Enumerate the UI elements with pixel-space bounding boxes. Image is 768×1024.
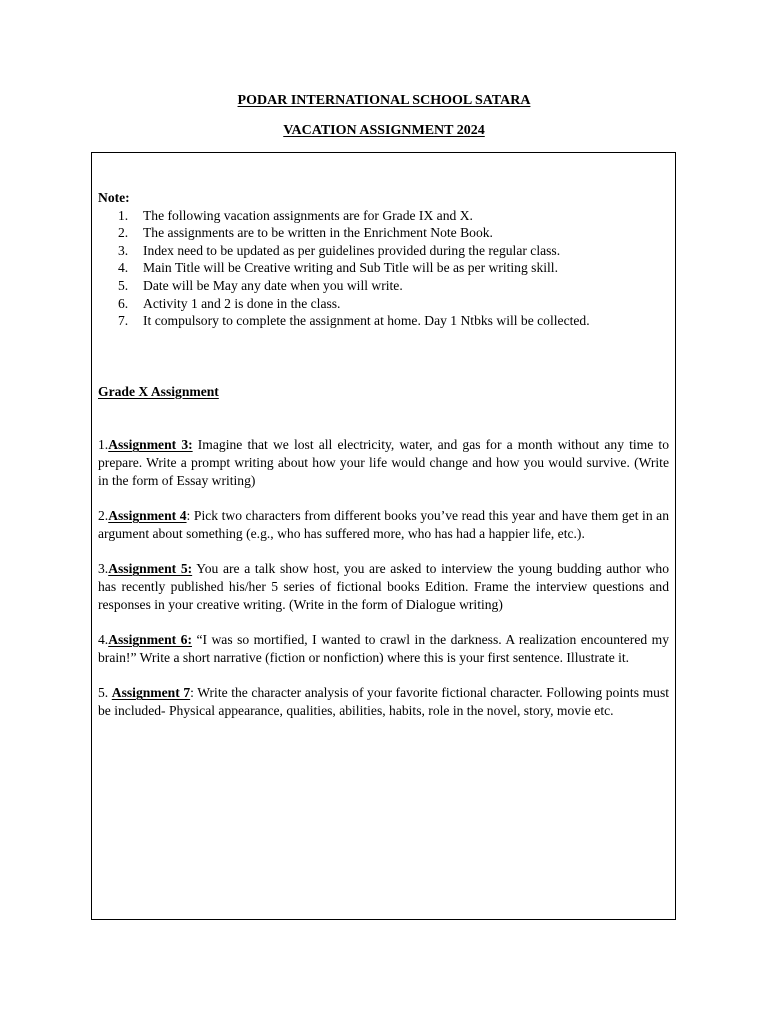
note-item bbox=[98, 312, 669, 330]
assignment-number: 2. bbox=[98, 508, 109, 524]
assignment-text: Imagine that we lost all electricity, water, and gas for a month without any time to prepare. Write a prompt writing about how your life would change and how you would survive. (Write in the form of Essay writing) bbox=[98, 437, 669, 488]
note-text: It compulsory to complete the assignment at home. Day 1 Ntbks will be collected. bbox=[143, 313, 590, 329]
note-item bbox=[98, 224, 669, 242]
note-text: Activity 1 and 2 is done in the class. bbox=[143, 295, 341, 311]
note-item bbox=[98, 259, 669, 277]
note-label: Note: bbox=[98, 190, 130, 205]
assignment-label: Assignment 5: bbox=[108, 561, 193, 577]
assignment-text: : Pick two characters from different books you’ve read this year and have them get in an argument about something (e.g., who has suffered more, who has had a happier life, etc.). bbox=[98, 508, 670, 541]
assignment-text: : Write the character analysis of your favorite fictional character. Following points must be included- Physical appearance, qualities, abilities, habits, role in the novel, story, movie etc. bbox=[98, 685, 670, 718]
note-number: 5. bbox=[118, 277, 129, 293]
assignment-item bbox=[98, 684, 669, 719]
assignment-item bbox=[98, 631, 669, 666]
note-text: Index need to be updated as per guidelines provided during the regular class. bbox=[143, 242, 561, 258]
assignment-number: 3. bbox=[98, 561, 109, 577]
note-number: 6. bbox=[118, 295, 129, 311]
note-text: The assignments are to be written in the Enrichment Note Book. bbox=[143, 225, 493, 241]
note-number: 4. bbox=[118, 260, 129, 276]
assignment-item bbox=[98, 560, 669, 613]
school-title: PODAR INTERNATIONAL SCHOOL SATARA bbox=[237, 93, 531, 108]
note-text: Date will be May any date when you will write. bbox=[143, 277, 403, 293]
assignment-text: You are a talk show host, you are asked to interview the young budding author who has recently published his/her 5 series of fictional books Edition. Frame the interview questions and responses in your creative writing. (Write in the form of Dialogue writing) bbox=[98, 561, 669, 612]
assignment-item bbox=[98, 436, 669, 489]
note-item bbox=[98, 277, 669, 295]
note-number: 3. bbox=[118, 242, 129, 258]
note-item bbox=[98, 295, 669, 313]
document-title: VACATION ASSIGNMENT 2024 bbox=[283, 123, 485, 138]
assignment-content bbox=[98, 189, 669, 719]
assignment-number: 4. bbox=[98, 632, 109, 648]
assignment-number: 5. bbox=[98, 685, 112, 701]
note-number: 1. bbox=[118, 207, 129, 223]
assignment-label: Assignment 6: bbox=[108, 632, 192, 648]
note-list bbox=[98, 207, 669, 330]
assignment-box bbox=[91, 152, 676, 920]
section-heading: Grade X Assignment bbox=[98, 383, 219, 399]
assignment-number: 1. bbox=[98, 437, 109, 453]
assignment-text: “I was so mortified, I wanted to crawl in the darkness. A realization encountered my brain!” Write a short narrative (fiction or nonfiction) where this is your first sentence. Illustrate it. bbox=[98, 632, 670, 665]
note-text: The following vacation assignments are for Grade IX and X. bbox=[143, 207, 473, 223]
note-number: 7. bbox=[118, 313, 129, 329]
note-item bbox=[98, 207, 669, 225]
assignment-label: Assignment 7 bbox=[111, 685, 191, 701]
assignment-item bbox=[98, 507, 669, 542]
assignment-label: Assignment 3: bbox=[108, 437, 193, 453]
note-item bbox=[98, 242, 669, 260]
note-number: 2. bbox=[118, 225, 129, 241]
note-text: Main Title will be Creative writing and Sub Title will be as per writing skill. bbox=[143, 260, 558, 276]
assignment-label: Assignment 4 bbox=[108, 508, 187, 524]
